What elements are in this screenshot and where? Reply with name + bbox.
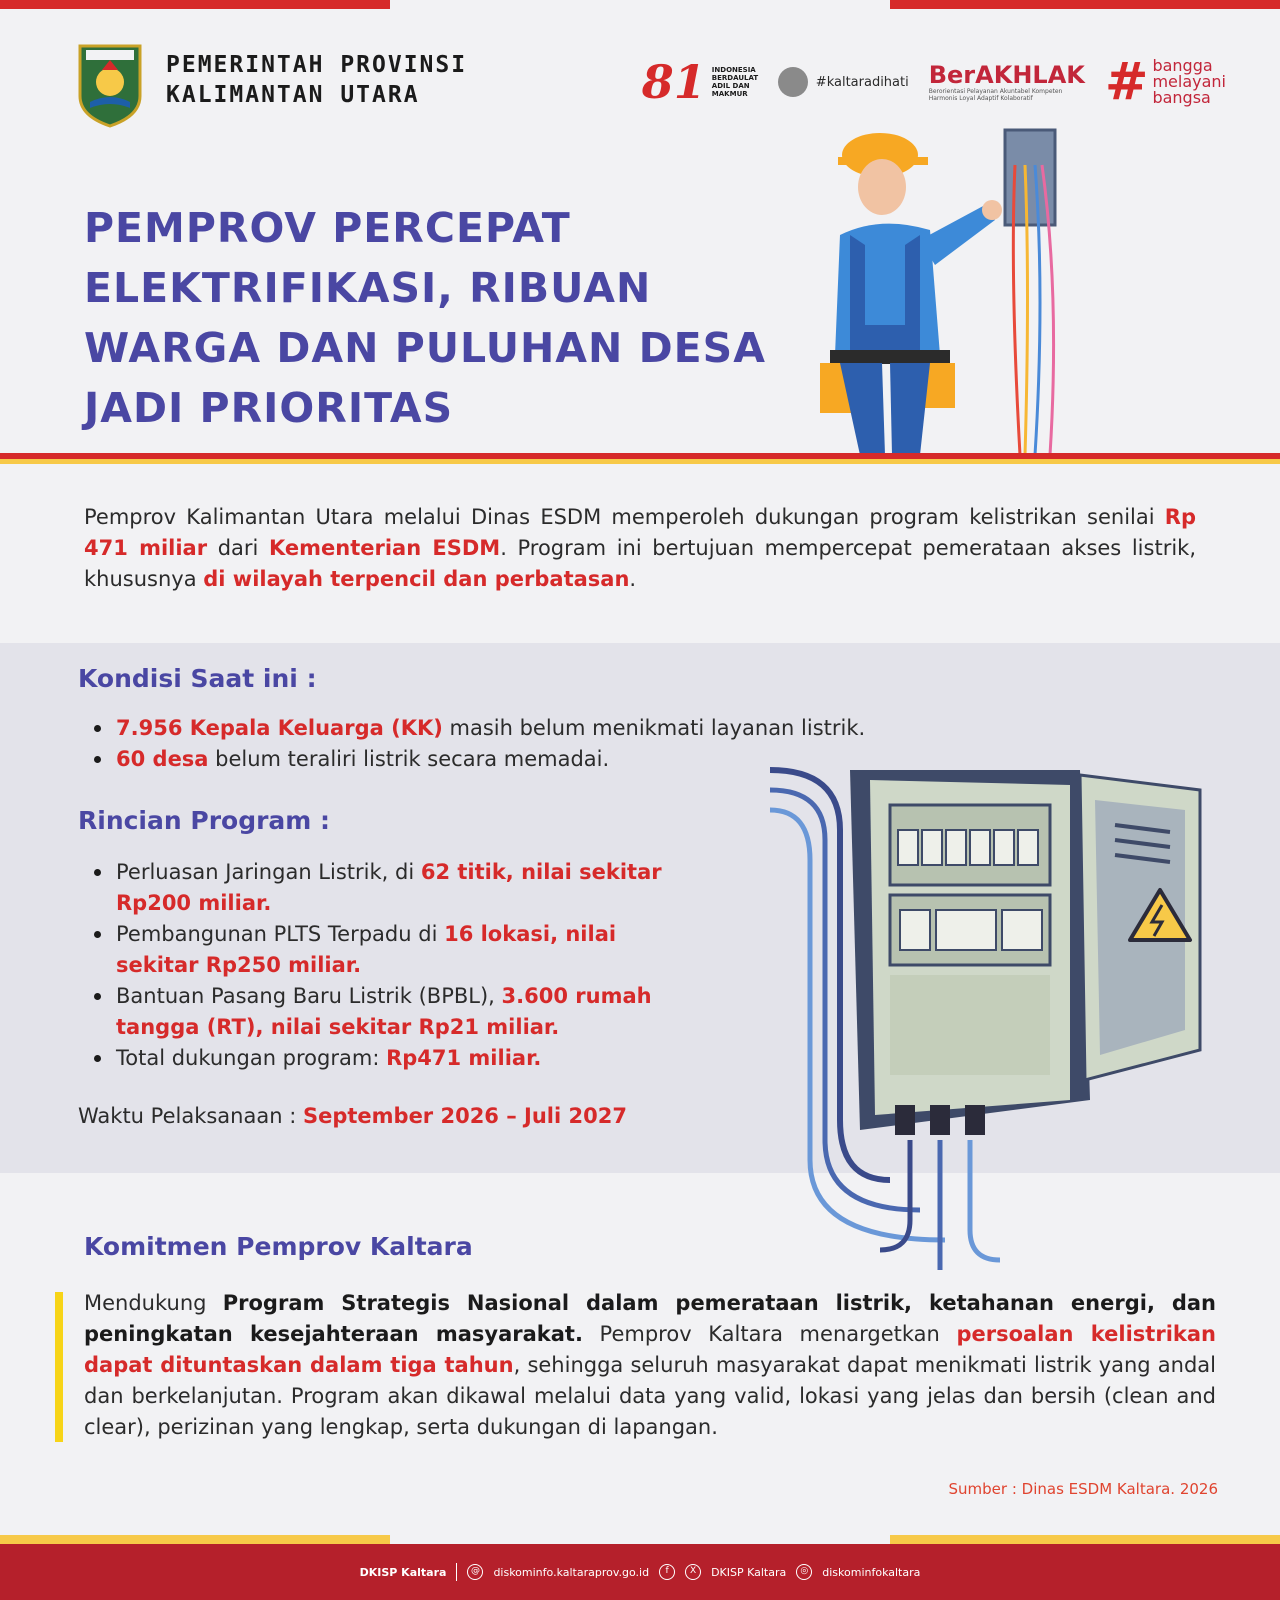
komitmen-heading: Komitmen Pemprov Kaltara [84, 1232, 473, 1261]
logo-81-anniversary [641, 55, 759, 109]
footer-social[interactable]: DKISP Kaltara [711, 1565, 787, 1579]
rincian-item-highlight: Rp471 miliar. [386, 1046, 542, 1070]
kondisi-heading: Kondisi Saat ini : [78, 664, 317, 693]
intro-highlight-amount: Rp 471 miliar [84, 505, 1196, 560]
footer-bar-right [890, 1535, 1280, 1544]
intro-text-3: . Program ini bertujuan mempercepat pemerataan akses listrik, khususnya [84, 536, 1196, 591]
title-line-3: WARGA DAN PULUHAN DESA [84, 324, 766, 372]
gov-line-2: KALIMANTAN UTARA [166, 82, 420, 108]
kondisi-item-text: belum teraliri listrik secara memadai. [208, 747, 610, 771]
title-line-2: ELEKTRIFIKASI, RIBUAN [84, 264, 652, 312]
partner-logos [642, 52, 1226, 112]
footer-instagram[interactable]: diskominfokaltara [822, 1565, 921, 1579]
web-icon: @ [467, 1564, 483, 1580]
bangga-line-3: bangsa [1152, 88, 1211, 107]
logo-kaltaradihati [778, 67, 909, 97]
bangga-line-2: melayani [1152, 72, 1226, 91]
province-crest-icon [76, 40, 144, 128]
government-name [166, 50, 467, 110]
komitmen-bold: Program Strategis Nasional dalam pemerataan listrik, ketahanan energi, dan peningkatan kesejahteraan masyarakat. [84, 1291, 1216, 1346]
instagram-icon[interactable]: ◎ [796, 1564, 812, 1580]
gov-line-1: PEMERINTAH PROVINSI [166, 52, 468, 78]
rincian-item-text: Total dukungan program: [116, 1046, 387, 1070]
header [76, 38, 1226, 128]
bangga-line-1: bangga [1152, 56, 1213, 75]
intro-text-2: dari [207, 536, 269, 560]
rincian-item [78, 919, 698, 981]
source-note: Sumber : Dinas ESDM Kaltara. 2026 [948, 1480, 1218, 1498]
rincian-list [78, 857, 698, 1074]
berakhlak-word: BerAKHLAK [928, 61, 1085, 89]
komitmen-text-2: Pemprov Kaltara menargetkan [582, 1322, 957, 1346]
footer-bar-left [0, 1535, 390, 1544]
berakhlak-subtitle: Berorientasi Pelayanan Akuntabel Kompeten Harmonis Loyal Adaptif Kolaboratif [928, 88, 1063, 102]
divider-yellow [0, 459, 1280, 464]
kondisi-item [78, 713, 978, 744]
rincian-item [78, 981, 698, 1043]
waktu-label: Waktu Pelaksanaan : [78, 1104, 303, 1128]
logo-berakhlak [929, 62, 1085, 102]
waktu-value: September 2026 – Juli 2027 [302, 1104, 627, 1128]
facebook-icon[interactable]: f [659, 1564, 675, 1580]
komitmen-accent-bar [55, 1292, 63, 1442]
electrical-panel-illustration-icon [770, 760, 1230, 1280]
footer-separator [456, 1563, 457, 1581]
rincian-item [78, 1043, 698, 1074]
rincian-item-text: Perluasan Jaringan Listrik, di [116, 860, 421, 884]
footer-website[interactable]: diskominfo.kaltaraprov.go.id [493, 1565, 650, 1579]
intro-paragraph [84, 502, 1196, 595]
komitmen-text-3: , sehingga seluruh masyarakat dapat menikmati listrik yang andal dan berkelanjutan. Program akan dikawal melalui data yang valid, lokasi yang jelas dan bersih (clean and clear), perizinan yang lengkap, serta dukungan di lapangan. [84, 1353, 1217, 1439]
footer-org: DKISP Kaltara [359, 1565, 447, 1579]
kaltara-hashtag: #kaltaradihati [815, 74, 909, 90]
intro-highlight-ministry: Kementerian ESDM [268, 536, 501, 560]
top-bar-left [0, 0, 390, 9]
title-line-1: PEMPROV PERCEPAT [84, 204, 571, 252]
logo-81-number: 81 [641, 55, 706, 109]
kondisi-item-highlight: 60 desa [116, 747, 209, 771]
logo-bangga-melayani [1104, 52, 1226, 112]
rincian-item-text: Pembangunan PLTS Terpadu di [116, 922, 445, 946]
kaltara-emblem-icon [778, 67, 808, 97]
rincian-item [78, 857, 698, 919]
komitmen-text-1: Mendukung [84, 1291, 223, 1315]
footer [0, 1544, 1280, 1600]
kondisi-item-text: masih belum menikmati layanan listrik. [442, 716, 866, 740]
hash-icon: # [1104, 52, 1149, 112]
page-title [84, 198, 804, 438]
rincian-item-text: Bantuan Pasang Baru Listrik (BPBL), [116, 984, 502, 1008]
bangga-text [1152, 58, 1226, 106]
komitmen-paragraph [84, 1288, 1216, 1443]
logo-81-tagline: INDONESIA BERDAULAT ADIL DAN MAKMUR [711, 66, 759, 98]
intro-text-1: Pemprov Kalimantan Utara melalui Dinas ESDM memperoleh dukungan program kelistrikan senilai [84, 505, 1165, 529]
kondisi-item-highlight: 7.956 Kepala Keluarga (KK) [116, 716, 443, 740]
rincian-heading: Rincian Program : [78, 806, 331, 835]
waktu-pelaksanaan [78, 1104, 627, 1128]
rincian-item-highlight: 3.600 rumah tangga (RT), nilai sekitar Rp21 miliar. [116, 984, 652, 1039]
x-icon[interactable]: X [685, 1564, 701, 1580]
rincian-item-highlight: 62 titik, nilai sekitar Rp200 miliar. [116, 860, 662, 915]
rincian-item-highlight: 16 lokasi, nilai sekitar Rp250 miliar. [116, 922, 617, 977]
intro-text-4: . [629, 567, 637, 591]
title-line-4: JADI PRIORITAS [84, 384, 454, 432]
intro-highlight-region: di wilayah terpencil dan perbatasan [203, 567, 630, 591]
komitmen-highlight: persoalan kelistrikan dapat dituntaskan dalam tiga tahun [84, 1322, 1216, 1377]
electrician-illustration-icon [820, 125, 1080, 455]
top-bar-right [890, 0, 1280, 9]
